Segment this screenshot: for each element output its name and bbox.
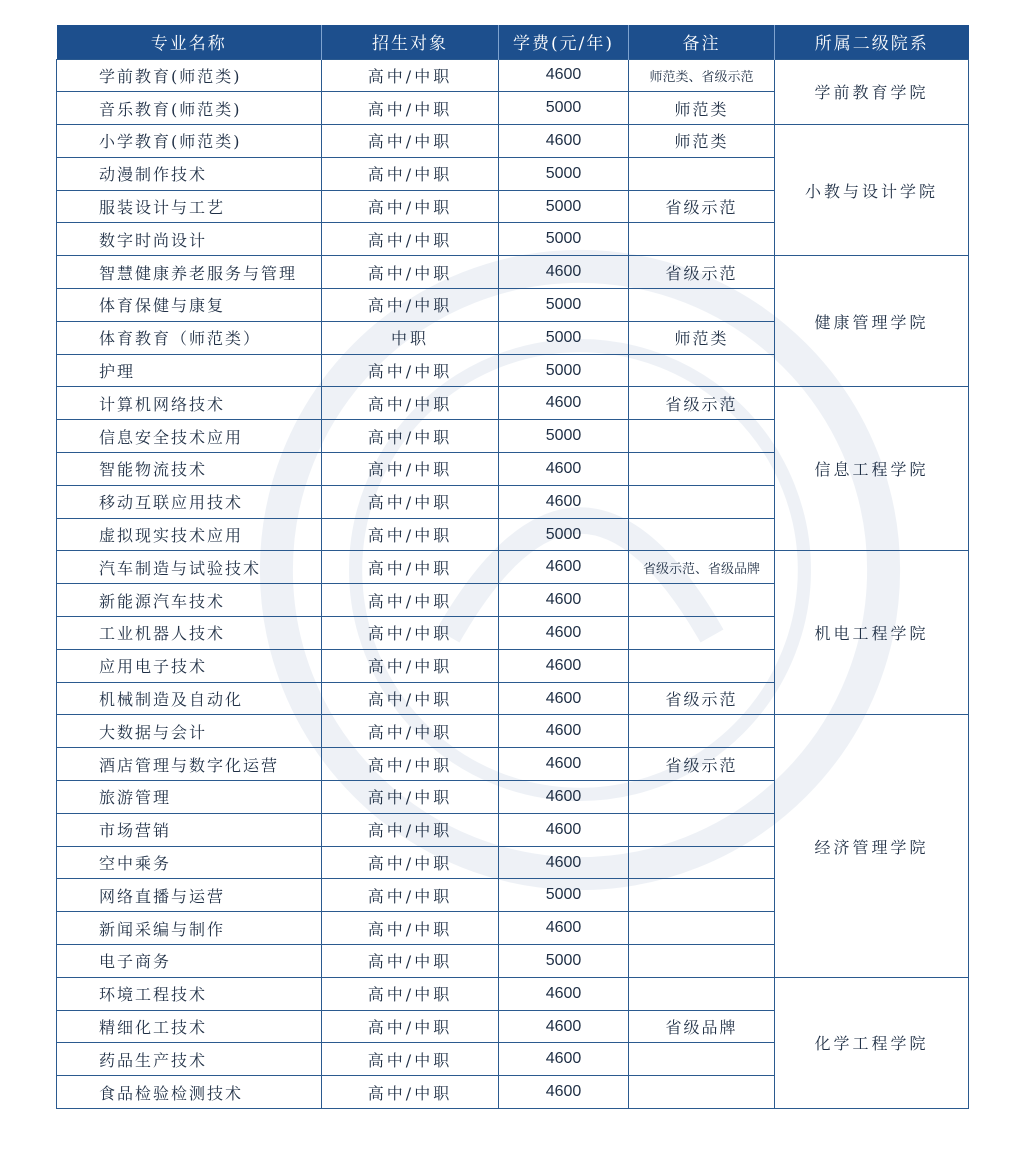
target-cell: 高中/中职: [322, 1076, 499, 1109]
fee-cell: 5000: [499, 157, 629, 190]
fee-cell: 4600: [499, 485, 629, 518]
fee-cell: 4600: [499, 125, 629, 158]
target-cell: 高中/中职: [322, 879, 499, 912]
target-cell: 高中/中职: [322, 92, 499, 125]
fee-cell: 4600: [499, 846, 629, 879]
target-cell: 高中/中职: [322, 453, 499, 486]
major-name-cell: 信息安全技术应用: [57, 420, 322, 453]
table-row: [57, 387, 969, 420]
major-name-cell: 体育保健与康复: [57, 289, 322, 322]
fee-cell: 4600: [499, 387, 629, 420]
header-row: [57, 25, 969, 59]
fee-cell: 5000: [499, 518, 629, 551]
department-cell: 学前教育学院: [775, 59, 969, 125]
note-cell: 省级示范: [629, 190, 775, 223]
major-name-cell: 机械制造及自动化: [57, 682, 322, 715]
fee-cell: 5000: [499, 879, 629, 912]
target-cell: 高中/中职: [322, 518, 499, 551]
fee-cell: 4600: [499, 649, 629, 682]
fee-cell: 5000: [499, 190, 629, 223]
note-cell: [629, 518, 775, 551]
table-row: [57, 715, 969, 748]
fee-cell: 5000: [499, 945, 629, 978]
major-name-cell: 应用电子技术: [57, 649, 322, 682]
major-name-cell: 护理: [57, 354, 322, 387]
target-cell: 高中/中职: [322, 945, 499, 978]
note-cell: [629, 846, 775, 879]
majors-sheet: [56, 25, 968, 1109]
target-cell: 高中/中职: [322, 485, 499, 518]
note-cell: [629, 813, 775, 846]
fee-cell: 4600: [499, 59, 629, 92]
fee-cell: 4600: [499, 977, 629, 1010]
fee-cell: 4600: [499, 715, 629, 748]
major-name-cell: 智能物流技术: [57, 453, 322, 486]
target-cell: 高中/中职: [322, 1010, 499, 1043]
header-department: 所属二级院系: [775, 25, 969, 59]
department-cell: 化学工程学院: [775, 977, 969, 1108]
note-cell: [629, 354, 775, 387]
note-cell: [629, 223, 775, 256]
major-name-cell: 小学教育(师范类): [57, 125, 322, 158]
department-cell: 信息工程学院: [775, 387, 969, 551]
note-cell: [629, 1043, 775, 1076]
fee-cell: 4600: [499, 617, 629, 650]
fee-cell: 5000: [499, 289, 629, 322]
target-cell: 高中/中职: [322, 125, 499, 158]
fee-cell: 4600: [499, 1076, 629, 1109]
target-cell: 高中/中职: [322, 354, 499, 387]
target-cell: 高中/中职: [322, 977, 499, 1010]
table-row: [57, 977, 969, 1010]
fee-cell: 4600: [499, 256, 629, 289]
major-name-cell: 大数据与会计: [57, 715, 322, 748]
major-name-cell: 智慧健康养老服务与管理: [57, 256, 322, 289]
major-name-cell: 移动互联应用技术: [57, 485, 322, 518]
table-row: [57, 256, 969, 289]
fee-cell: 5000: [499, 420, 629, 453]
fee-cell: 4600: [499, 781, 629, 814]
major-name-cell: 音乐教育(师范类): [57, 92, 322, 125]
note-cell: [629, 945, 775, 978]
target-cell: 高中/中职: [322, 781, 499, 814]
target-cell: 高中/中职: [322, 584, 499, 617]
fee-cell: 4600: [499, 551, 629, 584]
target-cell: 高中/中职: [322, 912, 499, 945]
target-cell: 高中/中职: [322, 715, 499, 748]
fee-cell: 5000: [499, 321, 629, 354]
major-name-cell: 旅游管理: [57, 781, 322, 814]
major-name-cell: 精细化工技术: [57, 1010, 322, 1043]
target-cell: 高中/中职: [322, 157, 499, 190]
major-name-cell: 动漫制作技术: [57, 157, 322, 190]
note-cell: [629, 977, 775, 1010]
note-cell: 省级示范: [629, 256, 775, 289]
fee-cell: 5000: [499, 92, 629, 125]
major-name-cell: 食品检验检测技术: [57, 1076, 322, 1109]
target-cell: 高中/中职: [322, 551, 499, 584]
major-name-cell: 新闻采编与制作: [57, 912, 322, 945]
header-note: 备注: [629, 25, 775, 59]
major-name-cell: 电子商务: [57, 945, 322, 978]
fee-cell: 4600: [499, 1043, 629, 1076]
major-name-cell: 市场营销: [57, 813, 322, 846]
note-cell: [629, 420, 775, 453]
note-cell: [629, 912, 775, 945]
department-cell: 机电工程学院: [775, 551, 969, 715]
note-cell: 省级示范: [629, 682, 775, 715]
target-cell: 高中/中职: [322, 1043, 499, 1076]
table-row: [57, 125, 969, 158]
fee-cell: 4600: [499, 453, 629, 486]
header-target: 招生对象: [322, 25, 499, 59]
note-cell: [629, 289, 775, 322]
note-cell: 省级示范: [629, 387, 775, 420]
note-cell: 省级示范: [629, 748, 775, 781]
major-name-cell: 数字时尚设计: [57, 223, 322, 256]
major-name-cell: 学前教育(师范类): [57, 59, 322, 92]
target-cell: 高中/中职: [322, 223, 499, 256]
fee-cell: 4600: [499, 682, 629, 715]
fee-cell: 4600: [499, 813, 629, 846]
target-cell: 高中/中职: [322, 289, 499, 322]
note-cell: 省级示范、省级品牌: [629, 551, 775, 584]
target-cell: 高中/中职: [322, 813, 499, 846]
major-name-cell: 新能源汽车技术: [57, 584, 322, 617]
target-cell: 高中/中职: [322, 190, 499, 223]
target-cell: 高中/中职: [322, 617, 499, 650]
major-name-cell: 空中乘务: [57, 846, 322, 879]
major-name-cell: 虚拟现实技术应用: [57, 518, 322, 551]
note-cell: 省级品牌: [629, 1010, 775, 1043]
note-cell: 师范类: [629, 125, 775, 158]
table-row: [57, 59, 969, 92]
note-cell: [629, 584, 775, 617]
target-cell: 高中/中职: [322, 256, 499, 289]
department-cell: 小教与设计学院: [775, 125, 969, 256]
note-cell: [629, 715, 775, 748]
major-name-cell: 药品生产技术: [57, 1043, 322, 1076]
note-cell: [629, 1076, 775, 1109]
major-name-cell: 网络直播与运营: [57, 879, 322, 912]
header-fee: 学费(元/年): [499, 25, 629, 59]
note-cell: [629, 649, 775, 682]
majors-table: [56, 25, 969, 1109]
fee-cell: 5000: [499, 223, 629, 256]
fee-cell: 4600: [499, 912, 629, 945]
major-name-cell: 酒店管理与数字化运营: [57, 748, 322, 781]
target-cell: 中职: [322, 321, 499, 354]
target-cell: 高中/中职: [322, 682, 499, 715]
header-major-name: 专业名称: [57, 25, 322, 59]
major-name-cell: 服装设计与工艺: [57, 190, 322, 223]
target-cell: 高中/中职: [322, 59, 499, 92]
note-cell: 师范类、省级示范: [629, 59, 775, 92]
note-cell: [629, 781, 775, 814]
fee-cell: 4600: [499, 748, 629, 781]
major-name-cell: 汽车制造与试验技术: [57, 551, 322, 584]
major-name-cell: 工业机器人技术: [57, 617, 322, 650]
note-cell: 师范类: [629, 92, 775, 125]
major-name-cell: 体育教育（师范类）: [57, 321, 322, 354]
target-cell: 高中/中职: [322, 387, 499, 420]
note-cell: [629, 485, 775, 518]
department-cell: 经济管理学院: [775, 715, 969, 977]
target-cell: 高中/中职: [322, 420, 499, 453]
fee-cell: 4600: [499, 1010, 629, 1043]
note-cell: [629, 617, 775, 650]
target-cell: 高中/中职: [322, 649, 499, 682]
fee-cell: 5000: [499, 354, 629, 387]
department-cell: 健康管理学院: [775, 256, 969, 387]
target-cell: 高中/中职: [322, 748, 499, 781]
major-name-cell: 计算机网络技术: [57, 387, 322, 420]
fee-cell: 4600: [499, 584, 629, 617]
note-cell: [629, 453, 775, 486]
table-body: [57, 59, 969, 1109]
note-cell: [629, 157, 775, 190]
target-cell: 高中/中职: [322, 846, 499, 879]
table-row: [57, 551, 969, 584]
major-name-cell: 环境工程技术: [57, 977, 322, 1010]
note-cell: [629, 879, 775, 912]
note-cell: 师范类: [629, 321, 775, 354]
